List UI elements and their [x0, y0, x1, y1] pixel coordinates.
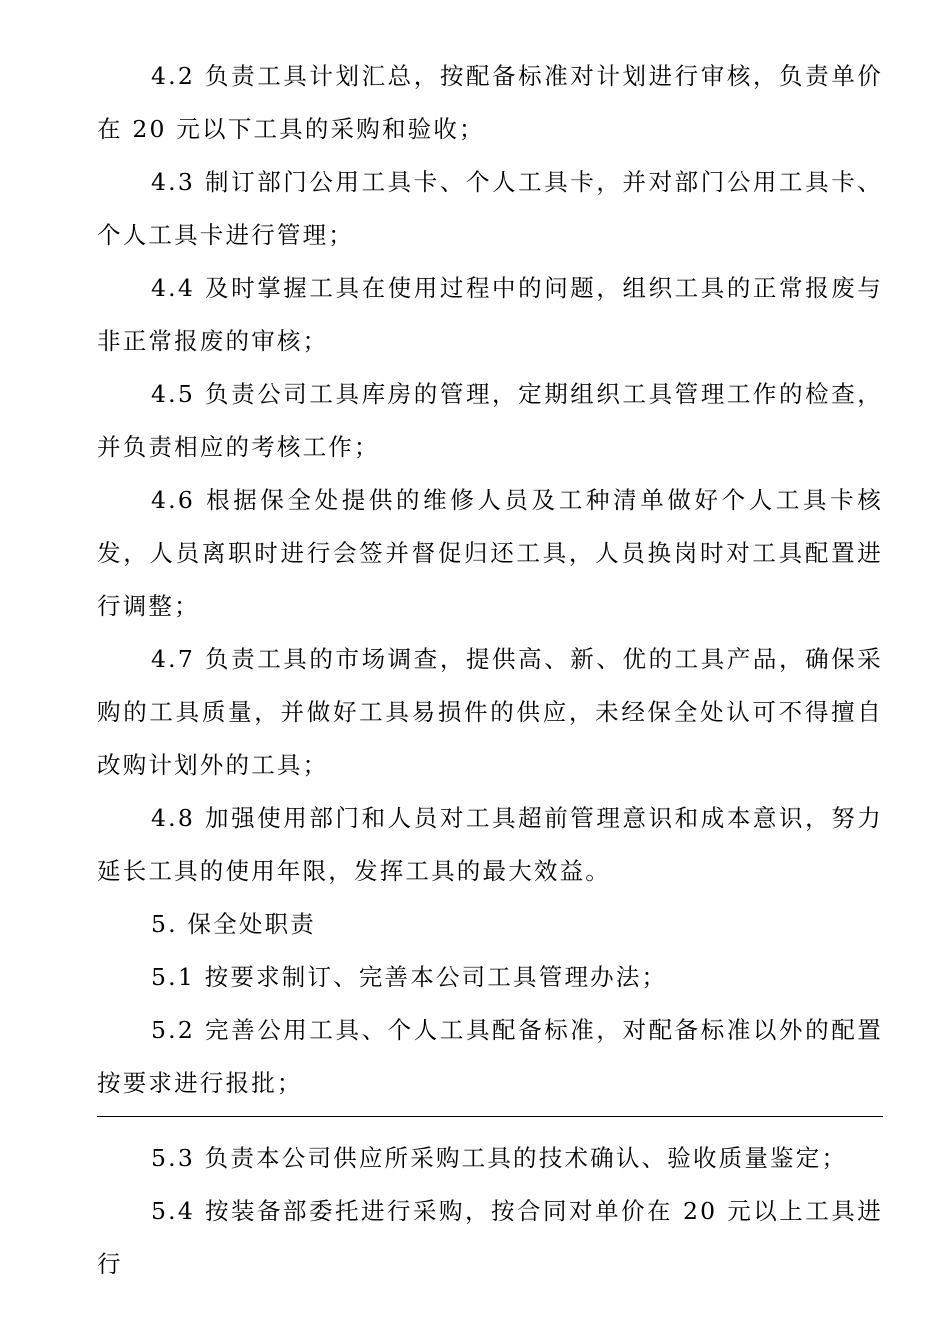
paragraph-5-3: 5.3 负责本公司供应所采购工具的技术确认、验收质量鉴定；: [151, 1144, 848, 1172]
paragraph-5-2: 5.2 完善公用工具、个人工具配备标准，对配备标准以外的配置按要求进行报批；: [97, 1016, 883, 1097]
page-break-divider: [97, 1116, 883, 1117]
paragraph-4-7: 4.7 负责工具的市场调查，提供高、新、优的工具产品，确保采购的工具质量，并做好工具易损件的供应，未经保全处认可不得擅自改购计划外的工具；: [97, 645, 883, 779]
paragraph-4-3: 4.3 制订部门公用工具卡、个人工具卡，并对部门公用工具卡、个人工具卡进行管理；: [97, 168, 883, 249]
section-5-heading: 5. 保全处职责: [151, 910, 316, 938]
paragraph-4-2: 4.2 负责工具计划汇总，按配备标准对计划进行审核，负责单价在 20 元以下工具的采购和验收；: [97, 62, 883, 143]
document-body-lower: [97, 1132, 883, 1291]
document-body-upper: [97, 50, 883, 1110]
paragraph-4-6: 4.6 根据保全处提供的维修人员及工种清单做好个人工具卡核发，人员离职时进行会签并督促归还工具，人员换岗时对工具配置进行调整；: [97, 486, 883, 620]
paragraph-4-4: 4.4 及时掌握工具在使用过程中的问题，组织工具的正常报废与非正常报废的审核；: [97, 274, 883, 355]
paragraph-5-4: 5.4 按装备部委托进行采购，按合同对单价在 20 元以上工具进行: [97, 1197, 883, 1278]
paragraph-5-1: 5.1 按要求制订、完善本公司工具管理办法；: [151, 963, 668, 991]
paragraph-4-5: 4.5 负责公司工具库房的管理，定期组织工具管理工作的检查，并负责相应的考核工作；: [97, 380, 883, 461]
paragraph-4-8: 4.8 加强使用部门和人员对工具超前管理意识和成本意识，努力延长工具的使用年限，发挥工具的最大效益。: [97, 804, 883, 885]
